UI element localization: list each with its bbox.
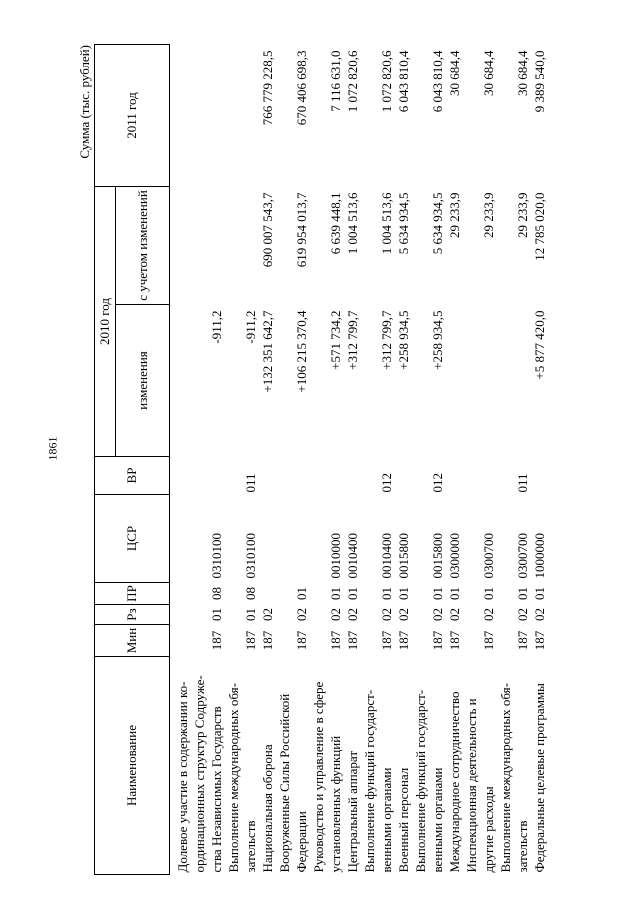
row-pr: 08 <box>243 587 258 600</box>
row-changes: +571 734,2 <box>328 310 343 370</box>
row-csr <box>259 495 276 583</box>
row-vr <box>259 457 276 495</box>
row-with-changes: 29 233,9 <box>515 192 530 238</box>
row-2011: 670 406 698,3 <box>294 50 309 126</box>
row-csr <box>276 495 310 583</box>
row-pr: 01 <box>345 587 360 600</box>
table-row <box>225 45 259 875</box>
header-2011: 2011 год <box>95 45 170 187</box>
row-vr: 012 <box>379 473 394 493</box>
row-vr <box>170 457 226 495</box>
row-with-changes: 29 233,9 <box>447 192 462 238</box>
row-vr <box>463 457 497 495</box>
header-vr: ВР <box>95 457 170 495</box>
row-with-changes: 12 785 020,0 <box>532 192 547 261</box>
table-row <box>412 45 446 875</box>
row-pr: 01 <box>481 587 496 600</box>
row-min: 187 <box>396 630 411 651</box>
row-name: Федеральные целевые программы <box>532 683 547 873</box>
header-min: Мин <box>95 625 170 657</box>
table-row <box>463 45 497 875</box>
row-name: Выполнение функций государст-венными органами <box>413 689 445 873</box>
row-rz: 02 <box>260 608 275 621</box>
row-rz: 01 <box>209 608 224 621</box>
row-csr: 0010400 <box>345 533 360 579</box>
row-pr: 08 <box>209 587 224 600</box>
row-min: 187 <box>532 630 547 651</box>
row-csr: 0310100 <box>209 533 224 579</box>
row-vr <box>395 457 412 495</box>
row-changes: +132 351 642,7 <box>260 310 275 393</box>
row-2011: 6 043 810,4 <box>430 50 445 113</box>
table-row <box>446 45 463 875</box>
row-min: 187 <box>243 630 258 651</box>
row-2011: 30 684,4 <box>481 50 496 96</box>
table-row <box>276 45 310 875</box>
row-name: Выполнение функций государст-венными органами <box>362 689 394 873</box>
row-vr <box>446 457 463 495</box>
row-2011: 9 389 540,0 <box>532 50 547 113</box>
row-with-changes: 1 004 513,6 <box>345 192 360 255</box>
row-name: Национальная оборона <box>260 744 275 873</box>
table-row <box>259 45 276 875</box>
row-with-changes <box>170 187 226 305</box>
row-with-changes: 5 634 934,5 <box>396 192 411 255</box>
row-min: 187 <box>481 630 496 651</box>
row-name: Руководство и управление в сфере установленных функций <box>311 681 343 873</box>
row-rz: 01 <box>243 608 258 621</box>
row-pr: 01 <box>379 587 394 600</box>
header-name: Наименование <box>95 657 170 875</box>
row-with-changes: 6 639 448,1 <box>328 192 343 255</box>
row-with-changes: 29 233,9 <box>481 192 496 238</box>
row-csr: 0300700 <box>481 533 496 579</box>
row-changes: +312 799,7 <box>345 310 360 370</box>
row-name: Выполнение международных обя-зательств <box>226 683 258 873</box>
row-pr: 01 <box>294 587 309 600</box>
row-pr: 01 <box>515 587 530 600</box>
row-changes <box>463 305 497 457</box>
row-changes: +312 799,7 <box>379 310 394 370</box>
row-csr: 0015800 <box>396 533 411 579</box>
row-min: 187 <box>515 630 530 651</box>
row-changes: -911,2 <box>209 310 224 344</box>
row-min: 187 <box>430 630 445 651</box>
header-csr: ЦСР <box>95 495 170 583</box>
table-row <box>497 45 531 875</box>
row-rz: 02 <box>379 608 394 621</box>
row-2011: 6 043 810,4 <box>396 50 411 113</box>
row-pr: 01 <box>430 587 445 600</box>
row-vr <box>344 457 361 495</box>
row-changes: -911,2 <box>243 310 258 344</box>
row-pr <box>259 583 276 605</box>
row-min: 187 <box>447 630 462 651</box>
row-rz: 02 <box>396 608 411 621</box>
row-name: Долевое участие в содержании ко-ординационных структур Содруже-ства Независимых Государств <box>175 675 224 873</box>
row-vr: 012 <box>430 473 445 493</box>
row-pr: 01 <box>396 587 411 600</box>
row-csr: 0300000 <box>447 533 462 579</box>
row-changes: +258 934,5 <box>396 310 411 370</box>
row-vr <box>531 457 548 495</box>
table-row <box>310 45 344 875</box>
row-changes <box>446 305 463 457</box>
header-with-changes: с учетом изменений <box>116 187 170 305</box>
row-rz: 02 <box>294 608 309 621</box>
row-rz: 02 <box>328 608 343 621</box>
row-rz: 02 <box>447 608 462 621</box>
row-csr: 0010000 <box>328 533 343 579</box>
row-rz: 02 <box>345 608 360 621</box>
row-rz: 02 <box>532 608 547 621</box>
row-rz: 02 <box>481 608 496 621</box>
row-pr: 01 <box>447 587 462 600</box>
row-csr: 0015800 <box>430 533 445 579</box>
rotated-page <box>76 40 636 880</box>
table-row <box>395 45 412 875</box>
row-csr: 0310100 <box>243 533 258 579</box>
table-row <box>361 45 395 875</box>
header-changes: изменения <box>116 305 170 457</box>
row-min: 187 <box>260 630 275 651</box>
row-csr: 1000000 <box>532 533 547 579</box>
header-pr: ПР <box>95 583 170 605</box>
row-2011: 7 116 631,0 <box>328 50 343 112</box>
row-2011: 30 684,4 <box>515 50 530 96</box>
row-changes: +106 215 370,4 <box>294 310 309 393</box>
row-min: 187 <box>328 630 343 651</box>
row-with-changes: 619 954 013,7 <box>294 192 309 268</box>
header-2010: 2010 год <box>95 187 116 457</box>
row-with-changes <box>225 187 259 305</box>
row-with-changes: 690 007 543,7 <box>260 192 275 268</box>
row-2011: 1 072 820,6 <box>379 50 394 113</box>
row-csr: 0300700 <box>515 533 530 579</box>
row-rz: 02 <box>430 608 445 621</box>
row-vr <box>310 457 344 495</box>
row-vr: 011 <box>515 473 530 493</box>
row-min: 187 <box>345 630 360 651</box>
row-2011: 30 684,4 <box>447 50 462 96</box>
header-rz: Рз <box>95 605 170 625</box>
row-name: Вооруженные Силы Российской Федерации <box>277 693 309 873</box>
row-vr: 011 <box>243 473 258 493</box>
budget-table <box>94 44 548 875</box>
row-2011: 766 779 228,5 <box>260 50 275 126</box>
row-min: 187 <box>379 630 394 651</box>
row-pr: 01 <box>532 587 547 600</box>
table-row <box>531 45 548 875</box>
row-name: Инспекционная деятельность и другие расходы <box>464 698 496 873</box>
row-rz: 02 <box>515 608 530 621</box>
row-name: Выполнение международных обя-зательств <box>498 683 530 873</box>
row-name: Военный персонал <box>396 767 411 873</box>
unit-note: Сумма (тыс. рублей) <box>77 45 92 159</box>
row-min: 187 <box>294 630 309 651</box>
row-with-changes: 5 634 934,5 <box>430 192 445 255</box>
row-changes: +258 934,5 <box>430 310 445 370</box>
row-vr <box>276 457 310 495</box>
row-with-changes: 1 004 513,6 <box>379 192 394 255</box>
row-csr: 0010400 <box>379 533 394 579</box>
row-changes <box>497 305 531 457</box>
row-name: Международное сотрудничество <box>447 691 462 873</box>
row-2011 <box>170 45 226 187</box>
page-number: 1861 <box>45 436 60 461</box>
table-row <box>344 45 361 875</box>
row-changes: +5 877 420,0 <box>532 310 547 380</box>
row-min: 187 <box>209 630 224 651</box>
row-2011 <box>225 45 259 187</box>
row-2011: 1 072 820,6 <box>345 50 360 113</box>
table-row <box>170 45 226 875</box>
row-pr: 01 <box>328 587 343 600</box>
row-name: Центральный аппарат <box>345 750 360 873</box>
